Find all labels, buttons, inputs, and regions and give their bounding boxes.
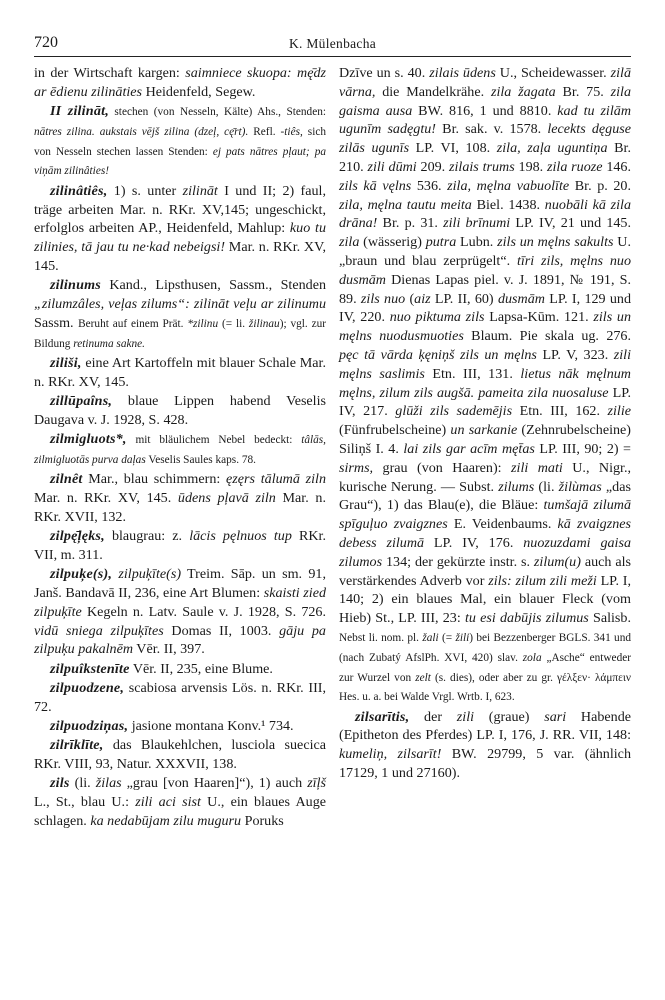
entry-text: Refl. [248, 125, 281, 138]
entry-text: der [409, 708, 457, 725]
entry-text: „das Grau“), 1) das Blau(e), die Bläue: [339, 478, 631, 514]
entry-text: 146. [602, 158, 631, 175]
entry-text: LP. V, 323. [536, 346, 614, 363]
entry-text: mit bläulichem Nebel bedeckt: [126, 434, 302, 447]
dictionary-entry [34, 679, 326, 717]
entry-headword: zilrīklīte, [50, 737, 104, 754]
entry-text: stechen (von Nesseln, Kälte) Ahs., Stenden: [108, 106, 327, 119]
entry-text: kad tu zilām ugunīm sadęgtu! [339, 102, 631, 138]
entry-text: lietus nāk męlnum męlns, zilum zils augšā. pameita zila nuosaluse [339, 365, 631, 401]
entry-headword: zilpuodzene, [50, 680, 125, 696]
entry-text: tu esi dabūjis zilumus [464, 610, 589, 627]
entry-text: tumšajā zilumā spīguļuo zvaigznes [339, 497, 631, 533]
entry-text: tīri zils, męlns nuo dusmām [339, 252, 631, 288]
entry-text: Mar. n. RKr. XV, 145. [34, 490, 178, 507]
entry-text: BW. 816, 1 und 8810. [412, 102, 558, 119]
entry-text: ka nedabūjam zilu muguru [90, 813, 242, 830]
entry-text: LP. IV, 176. [424, 534, 524, 551]
entry-text: Habende (Epitheton des Pferdes) LP. I, 176, J. RR. VII, 148: [339, 708, 632, 744]
dictionary-entry [34, 736, 326, 774]
entry-text: 536. [411, 177, 448, 194]
entry-text: L., St., blau U.: [34, 794, 136, 811]
entry-headword: zilpuķe(s), [50, 566, 113, 583]
entry-text: zola [522, 651, 542, 664]
dictionary-entry [34, 276, 326, 353]
entry-text: Br. p. 20. [569, 177, 631, 194]
entry-text: LP. VI, 108. [409, 140, 497, 157]
entry-text: U., Nigr., kurische Nerung. — Subst. [339, 459, 632, 495]
dictionary-entry [34, 182, 326, 276]
entry-text: zilie [607, 403, 631, 420]
entry-text: zilum(u) [533, 553, 581, 570]
entry-text: zilums [498, 478, 535, 495]
entry-text: Sassm. [34, 314, 79, 331]
entry-text: (Fünfrubelscheine) [339, 422, 451, 439]
entry-text: blaugrau: z. [104, 528, 190, 545]
entry-text: zili [456, 708, 475, 725]
entry-text: zīļš [307, 775, 326, 792]
entry-text: ūdens pļavā ziln [177, 490, 276, 507]
entry-text: (= [438, 631, 456, 644]
dictionary-entry [34, 470, 326, 526]
entry-text: LP. II, 60) [430, 290, 498, 307]
entry-text: zilpuķīte(s) [112, 566, 182, 583]
entry-text: *zilinu [187, 317, 219, 330]
entry-text: (Zehnrubelscheine) Siliņš I. 4. [339, 422, 631, 457]
entry-text: Poruks [241, 813, 284, 830]
entry-text: LP. III, 90; 2) = [534, 440, 631, 457]
entry-text: grau (von Haaren): [373, 459, 512, 476]
entry-text: LP. IV, 21 und 145. [510, 215, 632, 232]
entry-text: Mar., blau schimmern: [82, 471, 227, 488]
entry-text: saimniece skuopa: mę̄dz ar ēdienu zilinātіes [34, 65, 326, 100]
entry-text: „grau [von Haaren]“), 1) auch [121, 775, 308, 792]
entry-text: LP. IV, 217. [339, 384, 631, 420]
entry-text: lācis pęlnuos tup [189, 528, 292, 545]
entry-text: ) bei Bezzenberger BGLS. 341 und (nach Zubatý AfslPh. XVI, 420) slav. [339, 631, 631, 664]
entry-text: Treim. Sāp. un sm. 91, Janš. Bandavā II, 236, eine Art Blumen: [34, 566, 326, 602]
entry-text: E. Veidenbaums. [447, 516, 558, 533]
entry-text: zils un męlns nuodusmuoties [339, 309, 631, 345]
dictionary-entry [34, 565, 326, 659]
entry-text: zilināt [182, 182, 218, 199]
entry-text: Lubn. [456, 234, 498, 251]
entry-text: zils un męlns sakults [497, 234, 614, 251]
entry-text: Br. 210. [339, 140, 631, 175]
entry-headword: zillūpaîns, [50, 393, 113, 410]
dictionary-entry [339, 64, 631, 707]
entry-text: Dzīve un s. 40. [339, 65, 430, 81]
entry-text: (s. dies), oder aber zu gr. γέλξεν· λάμπειν Hes. u. a. bei Walde Vrgl. Wrtb. I, 623. [339, 671, 631, 704]
entry-text: zila, męlna vabuolīte [447, 177, 570, 194]
entry-headword: zilpę̄ļęks, [50, 528, 105, 545]
entry-text: kā zvaigznes debess zilumā [339, 516, 631, 551]
entry-text: ej pats nātres pļaut; pa viņām zilinâties! [34, 145, 326, 178]
entry-text: zilais ūdens [429, 65, 496, 81]
entry-text: eine Art Kartoffeln mit blauer Schale Mar. n. RKr. XV, 145. [34, 354, 326, 390]
entry-text: jasione montana Konv.¹ 734. [128, 718, 294, 735]
entry-text: die Mandelkrähe. [375, 83, 491, 100]
entry-text: „zilumzâles, veļas zilums“: zilināt veļu ar zilinumu [34, 296, 326, 313]
entry-text: zila žagata [490, 83, 556, 100]
entry-text: (graue) [474, 708, 545, 725]
page-header [34, 26, 631, 57]
entry-text: Kand., Lipsthusen, Sassm., Stenden [100, 277, 326, 294]
entry-text: žali [422, 631, 439, 644]
entry-text: -tiês, [280, 125, 303, 138]
entry-text: retinuma sakne. [73, 337, 145, 350]
right-column [339, 64, 631, 783]
entry-text: zili aci sist [135, 794, 201, 811]
entry-text: putra [425, 234, 457, 251]
entry-text: lecekts dęguse zilās ugunīs [339, 121, 632, 157]
entry-text: glūži zils sademējis [395, 403, 513, 420]
entry-text: Vēr. II, 397. [133, 641, 205, 658]
entry-text: Biel. 1438. [471, 196, 545, 213]
entry-text: sich von Nesseln stechen lassen Stenden: [34, 125, 326, 158]
entry-text: nuozuzdami gaisa zilumos [339, 534, 631, 570]
entry-headword: zilinâtiês, [50, 182, 108, 199]
entry-text: blaue Lippen habend Veselis Daugava v. J. 1928, S. 428. [34, 393, 326, 428]
entry-text: un sarkanie [450, 422, 518, 439]
entry-text: zila gaisma ausa [339, 83, 631, 119]
entry-text: zils kā vęlns [339, 177, 412, 194]
entry-text: Nebst li. nom. pl. [339, 631, 423, 644]
entry-text: BW. 29799, 5 var. (ähnlich 17129, 1 und 27160). [339, 746, 631, 781]
dictionary-entry [339, 708, 631, 783]
entry-text: Etn. III, 131. [424, 365, 521, 382]
entry-text: aiz [414, 290, 431, 307]
entry-headword: zilsarītis, [355, 708, 410, 725]
entry-headword: ziliši, [50, 354, 82, 371]
entry-text: Lapsa-Kūm. 121. [484, 309, 594, 326]
entry-headword: zilpuîkstenīte [50, 660, 130, 677]
entry-text: kumeliņ, zilsarīt! [339, 746, 442, 763]
entry-text: zili dūmi [367, 158, 417, 175]
entry-text: LP. I, 140; 2) ein blaues Mal, ein blauer Fleck (vom Hieb) St., LP. III, 23: [339, 572, 632, 627]
entry-text: 209. [416, 158, 450, 175]
entry-text: RKr. VII, m. 311. [34, 528, 326, 563]
entry-text: Veselis Saules kaps. 78. [145, 453, 256, 466]
entry-text: zils nuo [360, 290, 406, 307]
entry-text: nuo piktuma zils [389, 309, 485, 326]
entry-text: 1) s. unter [107, 182, 183, 199]
entry-text: zila [339, 234, 360, 251]
dictionary-entry [34, 660, 326, 679]
entry-text: „Asche“ entweder zur Wurzel von [339, 651, 631, 684]
entry-text: gāju pa zilpuķu pakalnēm [34, 622, 326, 658]
entry-text: zila, zaļa uguntiņa [496, 140, 608, 157]
dictionary-entry [34, 774, 326, 830]
page-number: 720 [34, 34, 58, 51]
entry-text: U. „braun und blau zerprügelt“. [339, 234, 632, 269]
entry-text: scabiosa arvensis Lös. n. RKr. III, 72. [34, 680, 326, 715]
dictionary-entry [34, 354, 326, 392]
dictionary-entry [34, 717, 326, 736]
entry-text: skaisti zied zilpuķīte [34, 585, 326, 620]
entry-text: sari [544, 708, 567, 725]
entry-text: dusmām [497, 290, 545, 307]
entry-text: in der Wirtschaft kargen: [34, 65, 186, 81]
entry-text: Mar. n. RKr. XV, 145. [34, 239, 326, 274]
entry-headword: zilpuodziņas, [50, 718, 129, 735]
entry-text: Heidenfeld, Segew. [142, 83, 256, 100]
entry-text: ęzęrs tālumā ziln [226, 471, 326, 488]
entry-text: pęc tā vārda ķęniņš zils un męlns [339, 346, 537, 363]
entry-text: nātres zilina. aukstais vējš zilina (dzeļ, cę̄rt). [34, 125, 249, 138]
entry-text: nuobāli kā zila drāna! [339, 196, 632, 232]
entry-text: Br. sak. v. 1578. [436, 121, 548, 138]
entry-text: tâlās, zilmigluotās purva daļas [34, 434, 326, 466]
entry-text: Vēr. II, 235, eine Blume. [129, 660, 273, 677]
entry-text: auch als verstärkendes Adverb vor [339, 553, 631, 589]
entry-text: žilùmas [558, 478, 602, 495]
entry-text: Br. p. 31. [377, 215, 444, 232]
entry-headword: zils [50, 775, 70, 792]
entry-text: ( [405, 290, 415, 307]
entry-text: 198. [514, 158, 547, 175]
entry-text: Dienas Lapas piel. v. J. 1891, № 191, S. 89. [339, 271, 631, 307]
entry-text: zila, męlna tautu meita [339, 196, 472, 213]
entry-text: Blaum. Pie skala ug. 276. [463, 328, 631, 345]
entry-text: (li. [69, 775, 96, 792]
entry-text: zilā vārna, [339, 65, 631, 100]
entry-text: 134; der gekürzte instr. s. [382, 553, 534, 570]
entry-text: zila ruoze [547, 158, 603, 175]
entry-text: zili brīnumi [443, 215, 511, 232]
entry-headword: zilinums [50, 277, 101, 294]
dictionary-entry [34, 64, 326, 102]
entry-text: Etn. III, 162. [512, 403, 608, 420]
entry-text: U., ein blaues Auge schlagen. [34, 794, 326, 830]
running-head: K. Mülenbacha [288, 36, 377, 51]
entry-text: (li. [534, 478, 559, 495]
entry-text: zelt [415, 671, 431, 684]
entry-text: Domas II, 1003. [163, 622, 280, 639]
entry-text: žilinau [248, 317, 280, 330]
dictionary-entry [34, 430, 326, 470]
entry-text: ); vgl. zur Bildung [34, 317, 326, 350]
entry-text: zilais trums [449, 158, 515, 175]
entry-text: zili mati [511, 459, 563, 476]
entry-text: zils: zilum zili meži [488, 572, 597, 589]
entry-text: zili męlns saslimis [339, 346, 631, 382]
entry-text: sirms, [339, 459, 374, 476]
entry-text: Salisb. [588, 610, 631, 627]
entry-text: Mar. n. RKr. XVII, 132. [34, 490, 326, 525]
entry-text: žilas [95, 775, 122, 792]
entry-text: (wässerig) [359, 234, 426, 251]
entry-text: I und II; 2) faul, träge arbeiten Mar. n. RKr. XV,145; ungeschickt, erfolglos arbeiten AP., Heidenfeld, Mahlup: [34, 182, 326, 237]
dictionary-entry [34, 527, 326, 565]
entry-text: kuo tu zilinies, tā jau tu ne·kad nebeigsi! [34, 220, 326, 256]
entry-text: žili [455, 631, 470, 644]
entry-text: (= li. [218, 317, 249, 330]
entry-text: LP. I, 129 und IV, 220. [339, 290, 632, 326]
entry-headword: zilmigluots*, [50, 431, 127, 448]
entry-text: Beruht auf einem Prät. [78, 317, 188, 330]
dictionary-entry [34, 102, 326, 181]
entry-text: lai zils gar acīm męt̄as [403, 440, 535, 457]
entry-headword: II zilināt, [50, 103, 109, 120]
entry-text: Kegeln n. Latv. Saule v. J. 1928, S. 726. [81, 603, 326, 620]
entry-text: vidū sniega zilpuķītes [34, 622, 164, 639]
dictionary-entry [34, 392, 326, 430]
entry-text: Br. 75. [555, 83, 611, 100]
left-column [34, 64, 326, 831]
entry-headword: zilnêt [50, 471, 83, 488]
entry-text: U., Scheidewasser. [495, 65, 611, 81]
entry-text: das Blaukehlchen, lusciola suecica RKr. VIII, 93, Natur. XXXVII, 138. [34, 737, 326, 773]
